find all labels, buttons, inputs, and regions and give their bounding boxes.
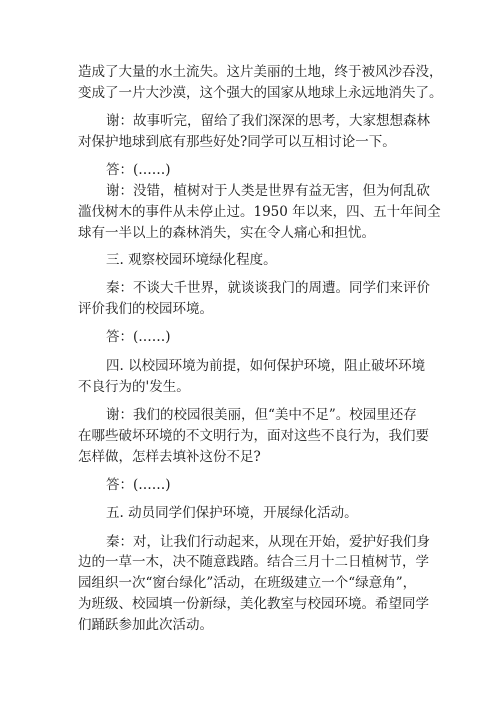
text-line: 评价我们的校园环境。 [78, 301, 213, 317]
text-line: 在哪些破坏环境的不文明行为，面对这些不良行为，我们要 [78, 428, 429, 444]
text-line: 怎样做，怎样去填补这份不足? [78, 449, 261, 465]
text-line: 谢：我们的校园很美丽，但“美中不足”。校园里还存 [106, 407, 417, 423]
text-line: 五. 动员同学们保护环境，开展绿化活动。 [106, 505, 358, 521]
text-line: 边的一草一木，决不随意践踏。结合三月十二日植树节，学 [78, 554, 429, 570]
text-line: 为班级、校园填一份新绿，美化教室与校园环境。希望同学 [78, 596, 429, 612]
text-line: 答：(……) [106, 162, 171, 178]
text-line: 三. 观察校园环境绿化程度。 [106, 252, 277, 268]
text-line: 秦：不谈大千世界，就谈谈我门的周遭。同学们来评价 [106, 280, 430, 296]
text-line: 谢：没错，植树对于人类是世界有益无害，但为何乱砍 [106, 183, 430, 199]
text-line: 四. 以校园环境为前提，如何保护环境，阻止破坏环境 [106, 358, 426, 374]
text-line: 们踊跃参加此次活动。 [78, 617, 213, 633]
text-line: 答：(……) [106, 477, 171, 493]
text-line: 对保护地球到底有那些好处?同学可以互相讨论一下。 [78, 134, 396, 150]
text-line: 变成了一片大沙漠，这个强大的国家从地球上永远地消失了。 [78, 85, 443, 101]
text-line: 球有一半以上的森林消失，实在令人痛心和担忧。 [78, 225, 375, 241]
text-line: 答：(……) [106, 329, 171, 345]
text-line: 谢：故事听完，留给了我们深深的思考，大家想想森林 [106, 113, 430, 129]
text-line: 秦：对，让我们行动起来，从现在开始，爱护好我们身 [106, 534, 430, 550]
text-line: 滥伐树木的事件从未停止过。1950 年以来，四、五十年间全 [78, 204, 441, 220]
text-line: 园组织一次“窗台绿化”活动，在班级建立一个“绿意角”， [78, 575, 417, 591]
text-line: 造成了大量的水土流失。这片美丽的土地，终于被风沙吞没， [78, 64, 443, 80]
text-line: 不良行为的'发生。 [78, 379, 190, 395]
